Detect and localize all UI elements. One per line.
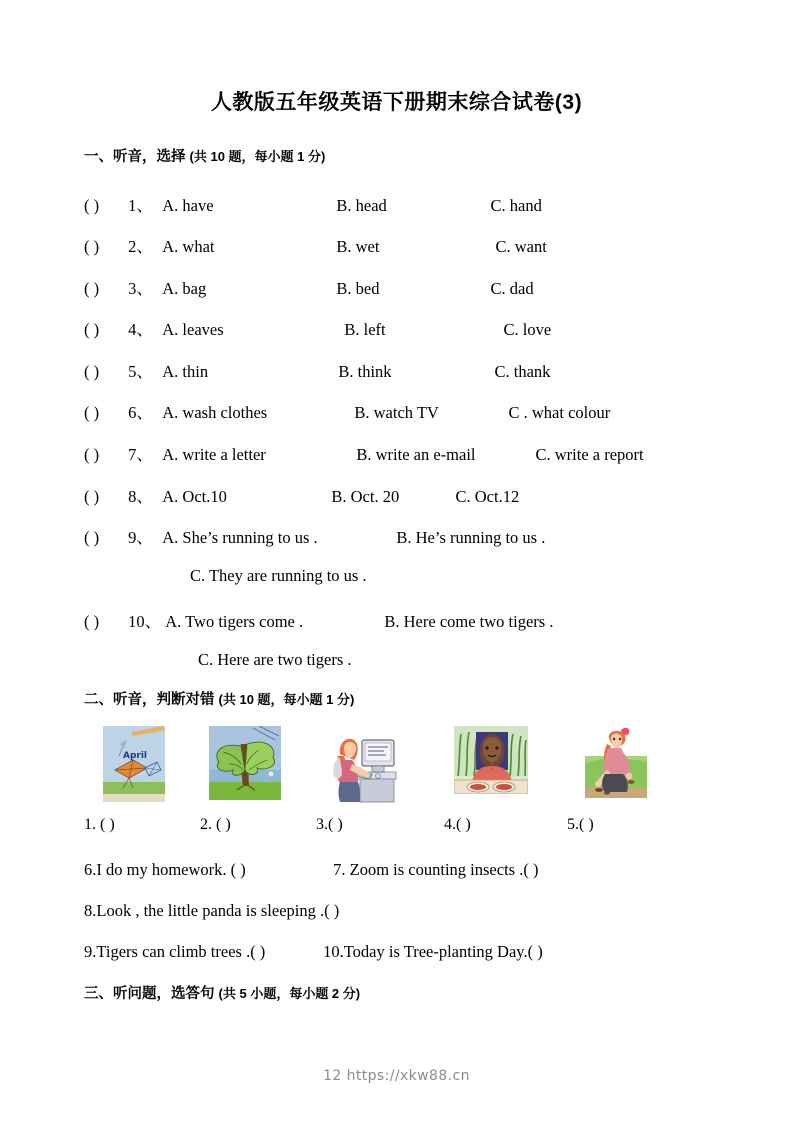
picture-answer-blank-3[interactable]: 3.( ) — [316, 816, 343, 833]
option-c-5[interactable]: C. thank — [494, 362, 551, 381]
question-row-6 — [84, 399, 744, 423]
answer-blank-6[interactable]: ( ) — [84, 403, 100, 422]
question-row-1 — [84, 192, 744, 216]
option-c-7[interactable]: C. write a report — [535, 445, 644, 464]
option-b-6[interactable]: B. watch TV — [354, 403, 439, 422]
section-3-heading — [84, 982, 360, 1003]
question-number-3: 3、 — [128, 279, 153, 298]
option-b-10[interactable]: B. Here come two tigers . — [384, 612, 554, 631]
option-a-4[interactable]: A. leaves — [162, 320, 224, 339]
answer-blank-5[interactable]: ( ) — [84, 362, 100, 381]
question-number-1: 1、 — [128, 196, 153, 215]
option-b-9[interactable]: B. He’s running to us . — [396, 528, 546, 547]
option-b-8[interactable]: B. Oct. 20 — [331, 487, 400, 506]
answer-blank-10[interactable]: ( ) — [84, 612, 100, 631]
true-false-item-7[interactable]: 7. Zoom is counting insects .( ) — [333, 860, 539, 879]
picture-answer-blank-1[interactable]: 1. ( ) — [84, 816, 115, 833]
option-a-5[interactable]: A. thin — [162, 362, 209, 381]
answer-blank-8[interactable]: ( ) — [84, 487, 100, 506]
true-false-row-8 — [84, 901, 339, 921]
option-b-4[interactable]: B. left — [344, 320, 386, 339]
question-row-2 — [84, 233, 744, 257]
question-number-8: 8、 — [128, 487, 153, 506]
picture-answer-blank-5[interactable]: 5.( ) — [567, 816, 594, 833]
question-number-5: 5、 — [128, 362, 153, 381]
question-number-6: 6、 — [128, 403, 153, 422]
option-c-4[interactable]: C. love — [503, 320, 552, 339]
page-title: 人教版五年级英语下册期末综合试卷(3) — [210, 91, 583, 114]
true-false-row-9-10 — [84, 942, 543, 962]
option-a-1[interactable]: A. have — [162, 196, 214, 215]
question-row-5 — [84, 358, 744, 382]
option-a-6[interactable]: A. wash clothes — [162, 403, 268, 422]
section-1-heading — [84, 145, 325, 166]
option-c-8[interactable]: C. Oct.12 — [455, 487, 520, 506]
windy-tree-picture — [209, 726, 281, 800]
true-false-item-9[interactable]: 9.Tigers can climb trees .( ) — [84, 942, 266, 961]
option-a-10[interactable]: A. Two tigers come . — [165, 612, 304, 631]
picture-answer-blank-2[interactable]: 2. ( ) — [200, 816, 231, 833]
option-c-2[interactable]: C. want — [495, 237, 547, 256]
girl-planting-picture — [585, 726, 647, 798]
option-a-8[interactable]: A. Oct.10 — [162, 487, 227, 506]
option-a-9[interactable]: A. She’s running to us . — [162, 528, 318, 547]
section-2-heading-main: 二、听音，判断对错 — [84, 692, 215, 708]
option-a-7[interactable]: A. write a letter — [162, 445, 266, 464]
question-number-4: 4、 — [128, 320, 153, 339]
boy-eating-picture — [454, 726, 528, 794]
girl-at-computer-picture — [326, 726, 398, 804]
option-b-3[interactable]: B. bed — [336, 279, 380, 298]
answer-blank-7[interactable]: ( ) — [84, 445, 100, 464]
question-row-4 — [84, 316, 744, 340]
section-3-heading-main: 三、听问题，选答句 — [84, 986, 215, 1002]
section-2-heading — [84, 688, 354, 709]
question-number-10: 10、 — [128, 612, 162, 631]
svg-text:April: April — [123, 751, 148, 761]
option-c-10[interactable]: C. Here are two tigers . — [198, 650, 352, 669]
question-row-10 — [84, 608, 744, 632]
option-c-1[interactable]: C. hand — [490, 196, 542, 215]
option-b-1[interactable]: B. head — [336, 196, 387, 215]
answer-blank-2[interactable]: ( ) — [84, 237, 100, 256]
true-false-item-8[interactable]: 8.Look , the little panda is sleeping .( ) — [84, 901, 340, 920]
picture-answer-blank-4[interactable]: 4.( ) — [444, 816, 471, 833]
option-a-2[interactable]: A. what — [162, 237, 215, 256]
section-2-heading-sub: (共 10 题，每小题 1 分) — [218, 692, 355, 707]
option-b-2[interactable]: B. wet — [336, 237, 380, 256]
answer-blank-1[interactable]: ( ) — [84, 196, 100, 215]
question-row-8 — [84, 483, 744, 507]
section-1-heading-main: 一、听音，选择 — [84, 149, 186, 165]
option-a-3[interactable]: A. bag — [162, 279, 207, 298]
april-kites-picture — [103, 726, 165, 802]
footer-watermark: 12 https://xkw88.cn — [323, 1068, 470, 1084]
answer-blank-4[interactable]: ( ) — [84, 320, 100, 339]
question-number-2: 2、 — [128, 237, 153, 256]
option-c-3[interactable]: C. dad — [490, 279, 534, 298]
answer-blank-3[interactable]: ( ) — [84, 279, 100, 298]
question-row-3 — [84, 275, 744, 299]
question-row-9 — [84, 524, 744, 548]
picture-strip — [84, 726, 744, 806]
option-c-9[interactable]: C. They are running to us . — [190, 566, 367, 585]
true-false-item-10[interactable]: 10.Today is Tree-planting Day.( ) — [323, 942, 543, 961]
true-false-item-6[interactable]: 6.I do my homework. ( ) — [84, 860, 246, 879]
option-b-7[interactable]: B. write an e-mail — [356, 445, 476, 464]
question-row-7 — [84, 441, 744, 465]
answer-blank-9[interactable]: ( ) — [84, 528, 100, 547]
option-b-5[interactable]: B. think — [338, 362, 392, 381]
section-3-heading-sub: (共 5 小题，每小题 2 分) — [218, 986, 361, 1001]
question-number-9: 9、 — [128, 528, 153, 547]
section-1-heading-sub: (共 10 题，每小题 1 分) — [189, 149, 326, 164]
option-c-6[interactable]: C . what colour — [508, 403, 611, 422]
question-number-7: 7、 — [128, 445, 153, 464]
true-false-row-6-7 — [84, 860, 538, 880]
